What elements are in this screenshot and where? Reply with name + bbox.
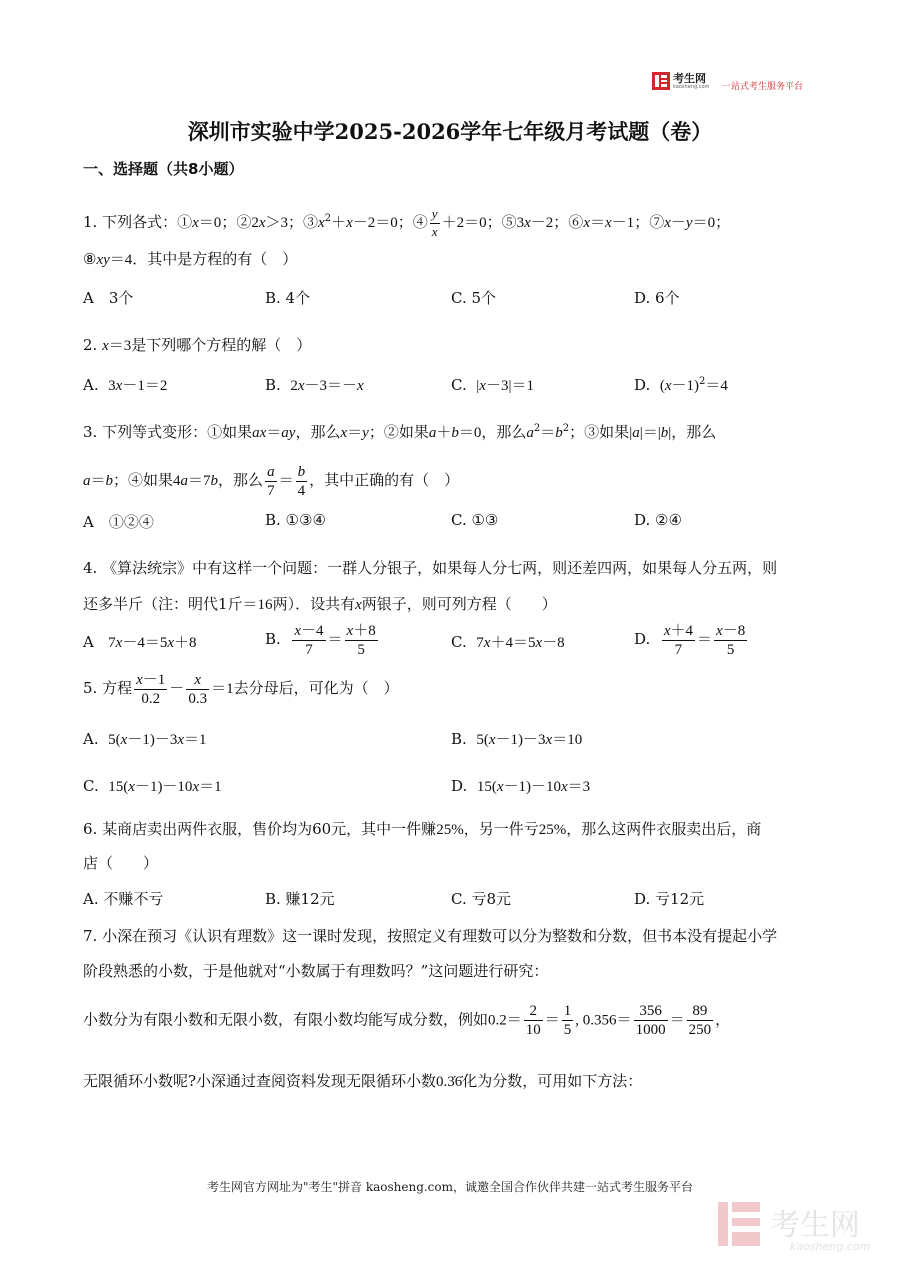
kaosheng-logo-icon bbox=[652, 72, 670, 90]
q5-option-a[interactable]: A. 5(x－1)－3x＝1 bbox=[83, 730, 207, 748]
logo-name: 考生网 bbox=[673, 72, 706, 85]
q7-stem-cont: 阶段熟悉的小数，于是他就对“小数属于有理数吗？”这问题进行研究： bbox=[83, 962, 549, 980]
q5-option-c[interactable]: C. 15(x－1)－10x＝1 bbox=[83, 777, 222, 795]
q6-option-b[interactable]: B. 赚12元 bbox=[265, 890, 335, 908]
logo-slogan: 一站式考生服务平台 bbox=[722, 82, 804, 92]
q6-stem-cont: 店（ ） bbox=[83, 854, 159, 872]
q6-stem: 6. 某商店卖出两件衣服，售价均为60元，其中一件赚25%，另一件亏25%，那么这两件衣服卖出后，商 bbox=[83, 820, 762, 838]
page-title: 深圳市实验中学2025-2026学年七年级月考试题（卷） bbox=[187, 119, 713, 144]
q1-option-c[interactable]: C. 5个 bbox=[451, 289, 497, 307]
section-heading: 一、选择题（共8小题） bbox=[83, 160, 244, 178]
q4-option-d[interactable]: D. $\frac{x+4}{7}$ ＝ $\frac{x-8}{5}$ bbox=[634, 623, 746, 658]
q1-option-a[interactable]: A 3个 bbox=[83, 289, 134, 307]
q2-stem: 2. x＝3是下列哪个方程的解（ ） bbox=[83, 336, 312, 354]
q6-option-c[interactable]: C. 亏8元 bbox=[451, 890, 512, 908]
q1-stem: 1. 下列各式：①x＝0；②2x＞3；$③x^2+x-2=0$；④ $\frac{y}{x}$ ＋2＝0；⑤3x－2；⑥x＝x－1；⑦x－y＝0； bbox=[83, 206, 731, 239]
q3-option-b[interactable]: B. ①③④ bbox=[265, 511, 326, 529]
q5-option-b[interactable]: B. 5(x－1)－3x＝10 bbox=[451, 730, 583, 748]
q5-option-d[interactable]: D. 15(x－1)－10x＝3 bbox=[451, 777, 591, 795]
q2-option-d[interactable]: D. $(x-1)^2=4$ bbox=[634, 376, 728, 394]
q4-option-c[interactable]: C. 7x＋4＝5x－8 bbox=[451, 633, 565, 651]
q4-stem-cont: 还多半斤（注：明代1斤＝16两）．设共有x两银子，则可列方程（ ） bbox=[83, 595, 557, 613]
q3-option-a[interactable]: A ①②④ bbox=[83, 513, 154, 531]
q5-stem: 5. 方程 $\frac{x-1}{0.2}$ － $\frac{x}{0.3}$ ＝1去分母后，可化为（ ） bbox=[83, 672, 399, 707]
q3-stem: 3. 下列等式变形：①如果ax＝ay，那么x＝y；②如果a＋b＝0，那么$a^2=b^2$；③如果|a|＝|b|，那么 bbox=[83, 423, 717, 441]
logo-domain: kaosheng.com bbox=[673, 84, 710, 90]
q3-option-d[interactable]: D. ②④ bbox=[634, 511, 682, 529]
q4-stem: 4. 《算法统宗》中有这样一个问题：一群人分银子，如果每人分七两，则还差四两，如果每人分五两，则 bbox=[83, 559, 778, 577]
page-footer: 考生网官方网址为"考生"拼音 kaosheng.com，诚邀全国合作伙伴共建一站式考生服务平台 bbox=[206, 1180, 694, 1194]
q4-option-b[interactable]: B. $\frac{x-4}{7}$ ＝ $\frac{x+8}{5}$ bbox=[265, 623, 376, 658]
q6-option-d[interactable]: D. 亏12元 bbox=[634, 890, 705, 908]
q4-option-a[interactable]: A 7x－4＝5x＋8 bbox=[83, 633, 197, 651]
q2-option-a[interactable]: A. 3x－1＝2 bbox=[83, 376, 168, 394]
watermark-name: 考生网 bbox=[770, 1208, 860, 1243]
q2-option-c[interactable]: C. |x－3|＝1 bbox=[451, 376, 534, 394]
q3-option-c[interactable]: C. ①③ bbox=[451, 511, 499, 529]
q1-option-b[interactable]: B. 4个 bbox=[265, 289, 311, 307]
watermark-domain: kaosheng.com bbox=[790, 1240, 871, 1253]
q2-option-b[interactable]: B. 2x－3＝－x bbox=[265, 376, 364, 394]
q3-stem-cont: a＝b；④如果4a＝7b，那么 $\frac{a}{7}$ ＝ $\frac{b}{4}$ ，其中正确的有（ ） bbox=[83, 464, 460, 499]
q7-stem: 7. 小深在预习《认识有理数》这一课时发现，按照定义有理数可以分为整数和分数，但书本没有提起小学 bbox=[83, 927, 778, 945]
q6-option-a[interactable]: A. 不赚不亏 bbox=[83, 890, 164, 908]
q7-paragraph-2: 无限循环小数呢?小深通过查阅资料发现无限循环小数0.3̇6̇化为分数，可用如下方法： bbox=[83, 1072, 643, 1090]
q1-option-d[interactable]: D. 6个 bbox=[634, 289, 680, 307]
q7-paragraph-1: 小数分为有限小数和无限小数，有限小数均能写成分数，例如0.2＝ $\frac{2}{10}$ ＝ $\frac{1}{5}$ , 0.356＝ $\frac{356}{1000}$ ＝ $\frac{89}{250}$ ， bbox=[83, 1003, 731, 1038]
q1-stem-cont: ⑧xy＝4．其中是方程的有（ ） bbox=[83, 250, 298, 268]
